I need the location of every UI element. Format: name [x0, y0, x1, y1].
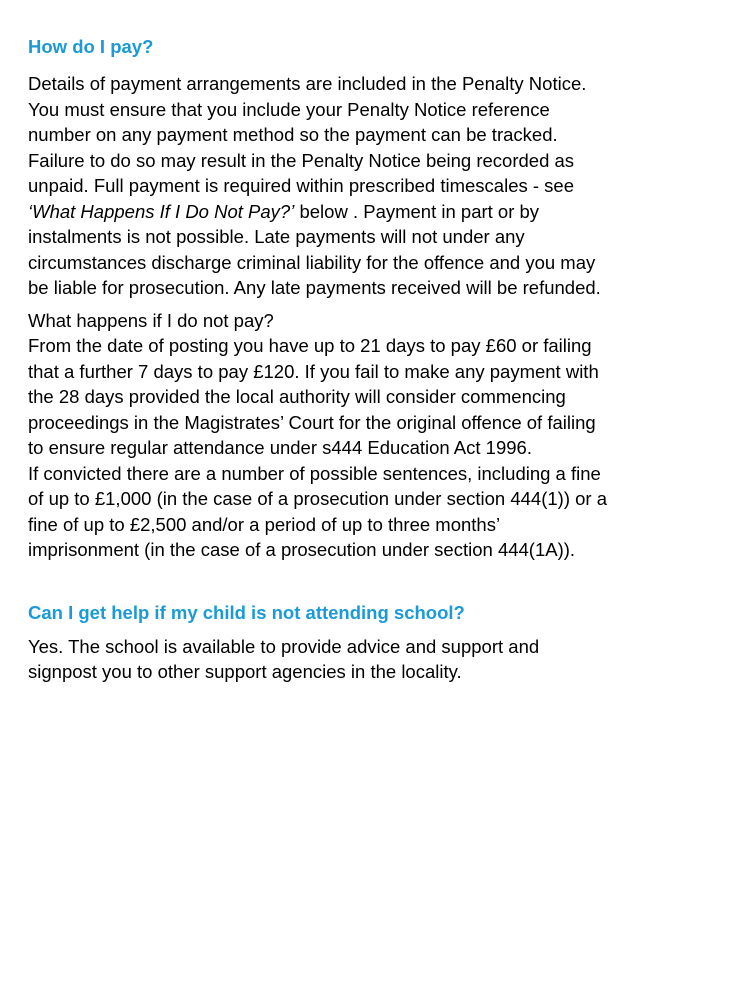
payment-details-italic-reference: ‘What Happens If I Do Not Pay?’ [28, 200, 295, 222]
help-paragraph: Yes. The school is available to provide advice and support and signpost you to other support agencies in the locality. [28, 635, 540, 682]
payment-details-text-1: Details of payment arrangements are included in the Penalty Notice. You must ensure that you include your Penalty Notice reference number on any payment method so the payment can be tracked. Failure to do so may result in the Penalty Notice being recorded as unpaid. Full payment is required within prescribed timescales - see [28, 73, 587, 196]
heading-how-do-i-pay: How do I pay? [28, 36, 154, 57]
heading-can-i-get-help: Can I get help if my child is not attending school? [28, 601, 465, 623]
payment-details-paragraph [28, 71, 728, 301]
document-page [28, 34, 728, 685]
payment-details-text-2: below . Payment in part or by instalments is not possible. Late payments will not under any circumstances discharge criminal liability for the offence and you may be liable for prosecution. Any late payments received will be refunded. [28, 200, 601, 298]
non-payment-paragraph: What happens if I do not pay? From the date of posting you have up to 21 days to pay £60 or failing that a further 7 days to pay £120. If you fail to make any payment with the 28 days provided the local authority will consider commencing proceedings in the Magistrates’ Court for the original offence of failing to ensure regular attendance under s444 Education Act 1996. If convicted there are a number of possible sentences, including a fine of up to £1,000 (in the case of a prosecution under section 444(1)) or a fine of up to £2,500 and/or a period of up to three months’ imprisonment (in the case of a prosecution under section 444(1A)). [28, 309, 608, 560]
